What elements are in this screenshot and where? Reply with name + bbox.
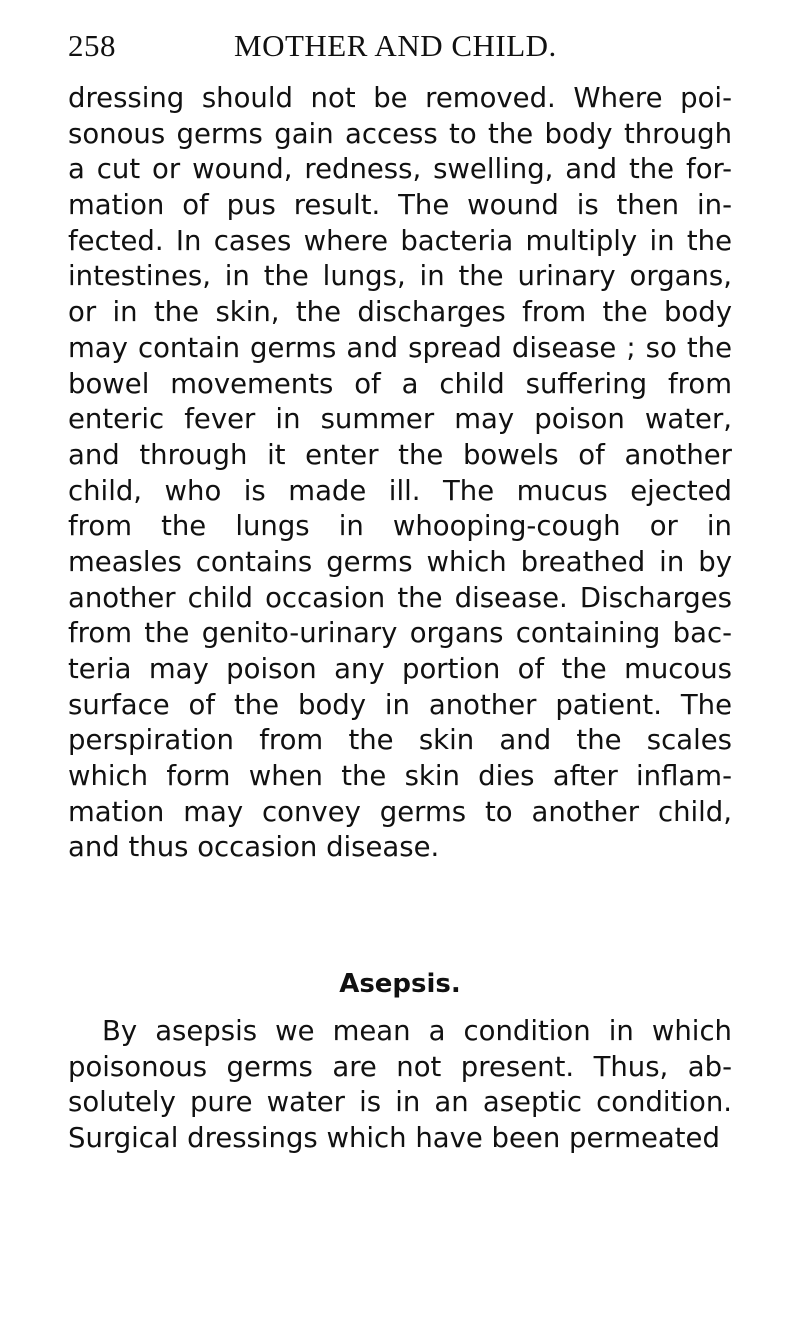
text-line: By asepsis we mean a condition in which bbox=[102, 1015, 732, 1047]
running-title: MOTHER AND CHILD. bbox=[234, 28, 557, 63]
text-line: solutely pure water is in an aseptic condition. bbox=[68, 1086, 732, 1119]
text-line: enteric fever in summer may poison water, bbox=[68, 403, 732, 436]
text-line: mation may convey germs to another child, bbox=[68, 795, 732, 828]
text-line: dressing should not be removed. Where poi- bbox=[68, 82, 732, 114]
text-line: teria may poison any portion of the mucous bbox=[68, 653, 732, 685]
text-line: may contain germs and spread disease ; so the bbox=[68, 331, 732, 364]
text-line: from the genito-urinary organs containing bac- bbox=[68, 617, 732, 650]
text-line: and through it enter the bowels of another bbox=[68, 438, 732, 471]
page-number: 258 bbox=[68, 28, 116, 63]
running-head bbox=[68, 26, 728, 66]
text-line: measles contains germs which breathed in by bbox=[68, 545, 732, 578]
text-line: perspiration from the skin and the scales bbox=[68, 724, 732, 757]
text-line: Surgical dressings which have been permeated bbox=[68, 1122, 720, 1155]
text-line: and thus occasion disease. bbox=[68, 831, 440, 864]
text-line: child, who is made ill. The mucus ejected bbox=[68, 474, 732, 507]
text-line: from the lungs in whooping-cough or in bbox=[68, 510, 732, 543]
text-line: mation of pus result. The wound is then in- bbox=[68, 189, 732, 222]
text-line: fected. In cases where bacteria multiply in the bbox=[68, 224, 732, 257]
text-line: another child occasion the disease. Discharges bbox=[68, 581, 732, 614]
text-line: which form when the skin dies after inflam- bbox=[68, 760, 732, 793]
section-heading: Asepsis. bbox=[339, 969, 461, 999]
text-line: or in the skin, the discharges from the body bbox=[68, 296, 732, 329]
text-line: sonous germs gain access to the body through bbox=[68, 117, 732, 150]
text-line: a cut or wound, redness, swelling, and the for- bbox=[68, 153, 732, 186]
text-line: poisonous germs are not present. Thus, ab- bbox=[68, 1050, 732, 1083]
section-paragraph bbox=[68, 1014, 732, 1157]
text-line: surface of the body in another patient. The bbox=[68, 688, 732, 721]
text-line: intestines, in the lungs, in the urinary organs, bbox=[68, 260, 732, 293]
text-line: bowel movements of a child suffering from bbox=[68, 367, 732, 400]
body-paragraph bbox=[68, 81, 732, 866]
